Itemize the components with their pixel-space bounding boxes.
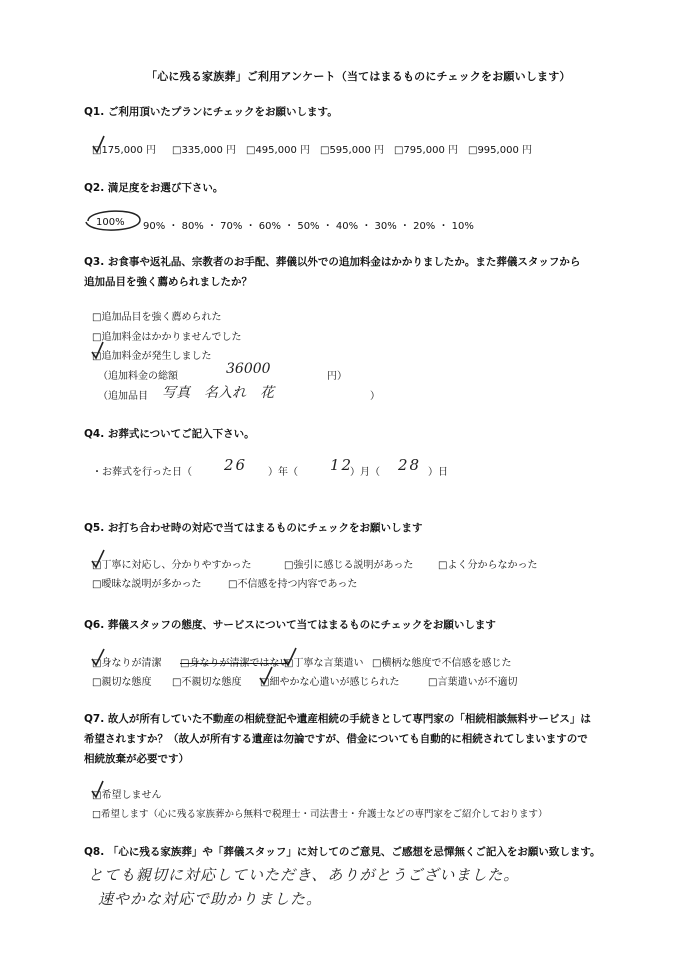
q2-options-rest[interactable]: 90% ・ 80% ・ 70% ・ 60% ・ 50% ・ 40% ・ 30% ・ 20% ・ 10% (143, 221, 474, 232)
q3-total-label: （追加料金の総額 (98, 371, 178, 382)
q5-option-distrust[interactable]: □不信感を持つ内容であった (228, 579, 358, 590)
q6-check-polite-speech (284, 648, 296, 665)
q6-option-attentive[interactable]: □細やかな心遣いが感じられた (260, 677, 400, 688)
q6-option-kind[interactable]: □親切な態度 (92, 677, 152, 688)
q1-check-mark (93, 136, 104, 152)
q7-question-line1: Q7. 故人が所有していた不動産の相続登記や遺産相続の手続きとして専門家の「相続相談無料サービス」は (84, 713, 591, 725)
q6-option-arrogant[interactable]: □横柄な態度で不信感を感じた (372, 658, 512, 669)
q1-option-995000[interactable]: □995,000 円 (468, 145, 532, 156)
q7-check-mark (92, 781, 103, 797)
q1-option-335000[interactable]: □335,000 円 (172, 145, 236, 156)
q8-answer-line2[interactable]: 速やかな対応で助かりました。 (98, 890, 323, 908)
q8-question: Q8. 「心に残る家族葬」や「葬儀スタッフ」に対してのご意見、ご感想を忌憚無くご記入をお願い致します。 (84, 846, 601, 858)
q2-question: Q2. 満足度をお選び下さい。 (84, 182, 224, 194)
q3-items-label: （追加品目 (98, 391, 148, 402)
q3-check-mark (92, 342, 103, 358)
q3-items-value[interactable]: 写真 名入れ 花 (162, 385, 274, 401)
q7-option-yes[interactable]: □希望します（心に残る家族葬から無料で税理士・司法書士・弁護士などの専門家をご紹介しております） (92, 809, 548, 820)
q6-option-not-clean[interactable]: □身なりが清潔ではない (180, 658, 290, 669)
q2-circle-mark (86, 211, 140, 230)
q4-day-unit: ）日 (428, 467, 448, 478)
q7-question-line2: 希望されますか？（故人が所有する遺産は勿論ですが、借金についても自動的に相続されてしまいますので (84, 733, 588, 745)
q6-option-bad-speech[interactable]: □言葉遣いが不適切 (428, 677, 518, 688)
q6-option-clean[interactable]: □身なりが清潔 (92, 658, 162, 669)
q3-items-close: ） (370, 391, 380, 402)
q1-question: Q1. ご利用頂いたプランにチェックをお願いします。 (84, 106, 338, 118)
q4-year-value[interactable]: 26 (224, 456, 248, 474)
q7-option-no[interactable]: □希望しません (92, 790, 162, 801)
q4-date-label: ・お葬式を行った日（ (92, 467, 192, 478)
q1-option-495000[interactable]: □495,000 円 (246, 145, 310, 156)
q3-question-line2: 追加品目を強く薦められましたか？ (84, 276, 252, 288)
q3-option-extra[interactable]: □追加料金が発生しました (92, 351, 212, 362)
q5-option-forceful[interactable]: □強引に感じる説明があった (284, 560, 414, 571)
q8-answer-line1[interactable]: とても親切に対応していただき、ありがとうございました。 (88, 866, 520, 884)
q6-check-clean (92, 649, 104, 665)
q4-day-value[interactable]: 28 (398, 456, 422, 474)
q3-option-no-extra[interactable]: □追加料金はかかりませんでした (92, 332, 242, 343)
q5-check-mark (92, 550, 104, 567)
q6-option-polite-speech[interactable]: □丁寧な言葉遣い (284, 658, 364, 669)
q5-option-polite[interactable]: □丁寧に対応し、分かりやすかった (92, 560, 252, 571)
q4-month-value[interactable]: 12 (330, 456, 354, 474)
q3-total-unit: 円） (327, 371, 347, 382)
q6-question: Q6. 葬儀スタッフの態度、サービスについて当てはまるものにチェックをお願いします (84, 619, 496, 631)
q3-question-line1: Q3. お食事や返礼品、宗教者のお手配、葬儀以外での追加料金はかかりましたか。また葬儀スタッフから (84, 256, 581, 268)
q7-question-line3: 相続放棄が必要です） (84, 753, 189, 765)
q4-question: Q4. お葬式についてご記入下さい。 (84, 428, 255, 440)
q1-option-175000[interactable]: □175,000 円 (92, 145, 156, 156)
q5-question: Q5. お打ち合わせ時の対応で当てはまるものにチェックをお願いします (84, 522, 423, 534)
q5-option-vague[interactable]: □曖昧な説明が多かった (92, 579, 202, 590)
q6-option-unkind[interactable]: □不親切な態度 (172, 677, 242, 688)
q1-option-595000[interactable]: □595,000 円 (320, 145, 384, 156)
survey-title: 「心に残る家族葬」ご利用アンケート（当てはまるものにチェックをお願いします） (146, 70, 571, 83)
q4-year-unit: ）年（ (268, 467, 298, 478)
q2-selected-100[interactable]: 100% (96, 217, 125, 228)
q3-total-value[interactable]: 36000 (226, 361, 271, 377)
q3-option-pushed[interactable]: □追加品目を強く薦められた (92, 312, 222, 323)
q1-option-795000[interactable]: □795,000 円 (394, 145, 458, 156)
q4-month-unit: ）月（ (350, 467, 380, 478)
q5-option-unclear[interactable]: □よく分からなかった (438, 560, 538, 571)
q6-check-attentive (260, 667, 272, 684)
